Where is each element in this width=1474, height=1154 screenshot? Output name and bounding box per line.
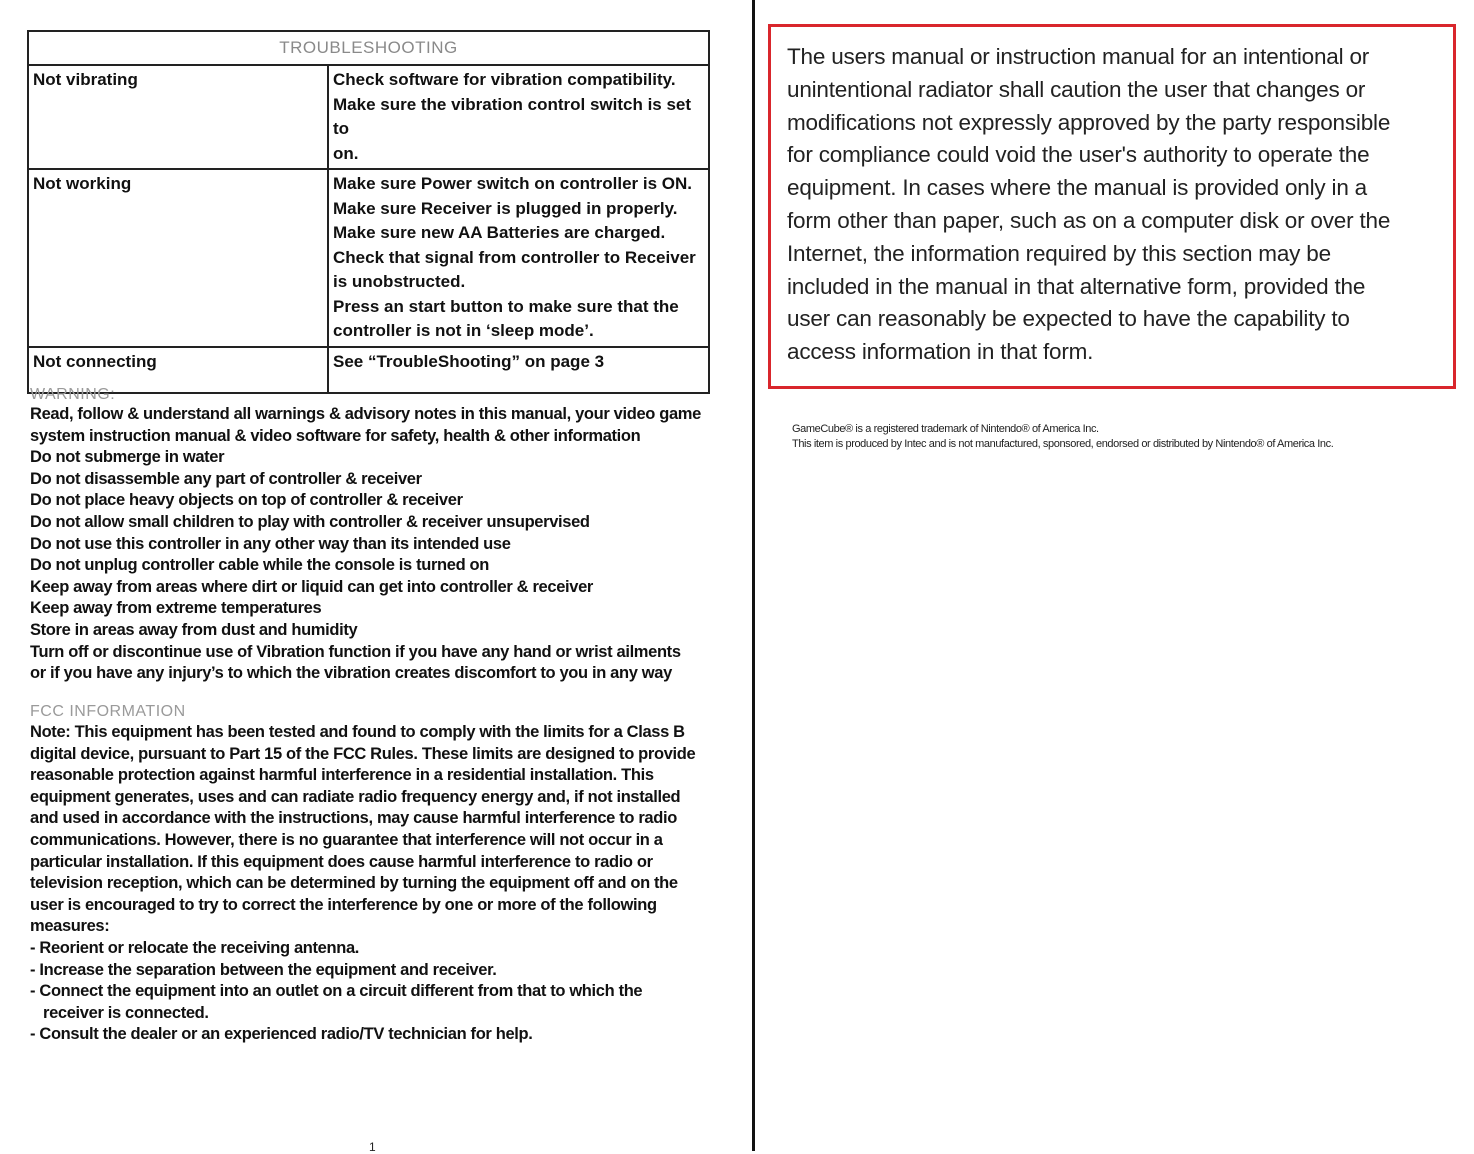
fix-line: on. <box>333 143 359 163</box>
page-number: 1 <box>369 1140 376 1154</box>
warning-line: Keep away from extreme temperatures <box>30 599 322 618</box>
fix-cell <box>328 169 709 347</box>
table-row <box>28 347 709 393</box>
fix-line: See “TroubleShooting” on page 3 <box>333 351 605 371</box>
table-row <box>28 65 709 169</box>
page-divider <box>752 0 755 1151</box>
warning-line: system instruction manual & video software for safety, health & other information <box>30 426 641 445</box>
fix-cell <box>328 347 709 393</box>
notice-text <box>787 41 1447 369</box>
trademark-line: This item is produced by Intec and is not manufactured, sponsored, endorsed or distributed by Nintendo® of America Inc. <box>792 438 1334 450</box>
fcc-line: communications. However, there is no guarantee that interference will not occur in a <box>30 830 663 849</box>
fcc-line: and used in accordance with the instructions, may cause harmful interference to radio <box>30 809 677 828</box>
warning-line: Store in areas away from dust and humidity <box>30 620 358 639</box>
notice-line: access information in that form. <box>787 339 1094 365</box>
warning-line: Do not submerge in water <box>30 448 225 467</box>
fcc-line: Note: This equipment has been tested and found to comply with the limits for a Class B <box>30 723 685 741</box>
fix-line: controller is not in ‘sleep mode’. <box>333 321 594 340</box>
notice-line: The users manual or instruction manual for an intentional or <box>787 44 1370 69</box>
issue-cell: Not connecting <box>28 347 328 393</box>
fix-line: Make sure new AA Batteries are charged. <box>333 223 666 242</box>
fcc-notice-box <box>768 24 1456 389</box>
fcc-line: - Reorient or relocate the receiving antenna. <box>30 938 360 957</box>
notice-line: modifications not expressly approved by the party responsible <box>787 109 1391 135</box>
warning-line: Do not use this controller in any other way than its intended use <box>30 534 511 553</box>
fcc-line: particular installation. If this equipment does cause harmful interference to radio or <box>30 852 653 871</box>
fix-line: Check software for vibration compatibility. <box>333 70 676 89</box>
fix-line: Make sure Power switch on controller is ON. <box>333 174 692 193</box>
warning-line: Read, follow & understand all warnings & advisory notes in this manual, your video game <box>30 405 701 423</box>
notice-line: form other than paper, such as on a computer disk or over the <box>787 207 1391 233</box>
warning-line: Do not allow small children to play with controller & receiver unsupervised <box>30 512 590 531</box>
issue-cell: Not vibrating <box>28 65 328 169</box>
fcc-line: measures: <box>30 917 110 936</box>
warning-line: Turn off or discontinue use of Vibration function if you have any hand or wrist ailments <box>30 642 681 661</box>
fix-line: Make sure Receiver is plugged in properly. <box>333 198 678 218</box>
notice-line: equipment. In cases where the manual is provided only in a <box>787 175 1367 201</box>
notice-line: for compliance could void the user's authority to operate the <box>787 142 1370 168</box>
fcc-line: reasonable protection against harmful interference in a residential installation. This <box>30 766 654 785</box>
warning-line: or if you have any injury’s to which the vibration creates discomfort to you in any way <box>30 664 672 683</box>
notice-line: user can reasonably be expected to have the capability to <box>787 306 1350 332</box>
warning-line: Do not place heavy objects on top of controller & receiver <box>30 491 463 510</box>
fcc-line: - Connect the equipment into an outlet on a circuit different from that to which the <box>30 982 643 1001</box>
warning-text <box>30 404 730 685</box>
warning-line: Do not unplug controller cable while the console is turned on <box>30 556 490 575</box>
warning-line: Keep away from areas where dirt or liquid can get into controller & receiver <box>30 577 593 596</box>
notice-line: Internet, the information required by this section may be <box>787 240 1331 266</box>
fcc-line: television reception, which can be determined by turning the equipment off and on the <box>30 874 678 893</box>
fcc-line: equipment generates, uses and can radiate radio frequency energy and, if not installed <box>30 787 681 806</box>
notice-line: unintentional radiator shall caution the user that changes or <box>787 76 1366 102</box>
troubleshooting-heading: TROUBLESHOOTING <box>28 31 709 65</box>
fcc-line: - Consult the dealer or an experienced radio/TV technician for help. <box>30 1025 533 1044</box>
warning-line: Do not disassemble any part of controller & receiver <box>30 469 422 488</box>
issue-cell: Not working <box>28 169 328 347</box>
fix-line: Make sure the vibration control switch is set to <box>333 94 692 138</box>
fix-line: Press an start button to make sure that the <box>333 296 679 316</box>
fix-line: is unobstructed. <box>333 272 466 291</box>
warning-label: WARNING: <box>30 386 116 403</box>
fcc-text <box>30 722 730 1046</box>
fcc-label: FCC INFORMATION <box>30 703 186 720</box>
fcc-line: user is encouraged to try to correct the interference by one or more of the following <box>30 895 657 914</box>
notice-line: included in the manual in that alternative form, provided the <box>787 273 1366 299</box>
trademark-line: GameCube® is a registered trademark of Nintendo® of America Inc. <box>792 423 1099 435</box>
fix-cell <box>328 65 709 169</box>
table-row <box>28 169 709 347</box>
fcc-line: receiver is connected. <box>43 1003 209 1022</box>
fix-line: Check that signal from controller to Receiver <box>333 247 696 267</box>
trademark-notice <box>792 422 1333 452</box>
fcc-line: digital device, pursuant to Part 15 of the FCC Rules. These limits are designed to provide <box>30 744 696 763</box>
troubleshooting-table <box>27 30 710 394</box>
fcc-line: - Increase the separation between the equipment and receiver. <box>30 960 497 979</box>
